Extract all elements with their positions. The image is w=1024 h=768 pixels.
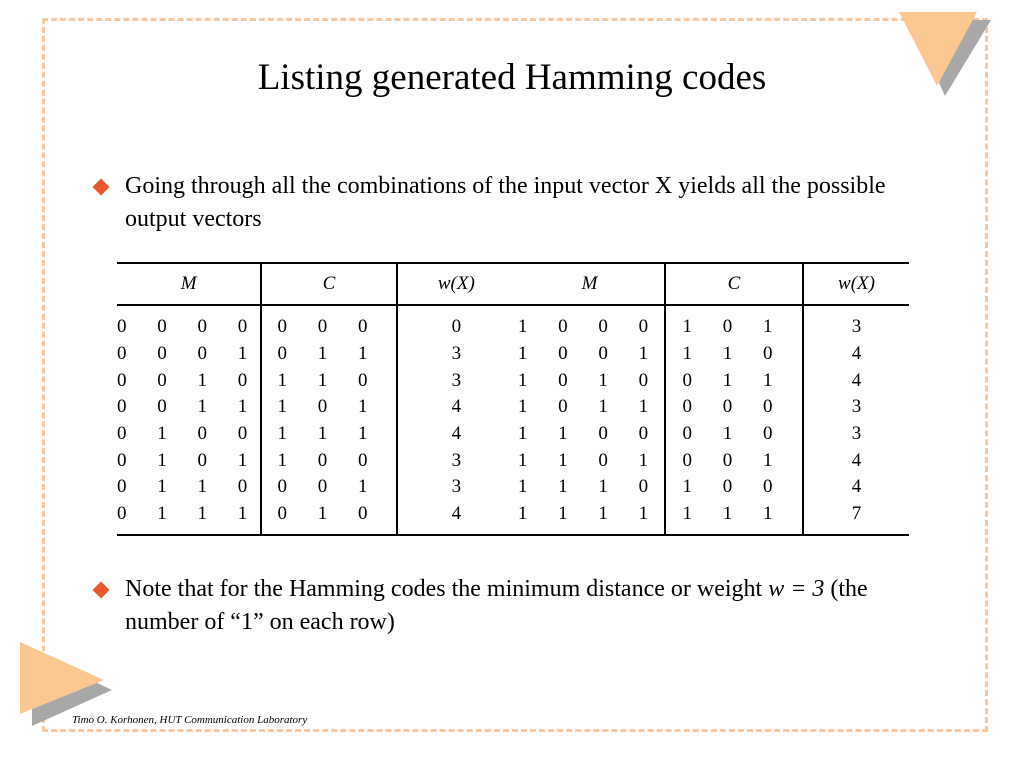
table-row [117, 367, 515, 394]
table-row [117, 447, 515, 474]
message-bits-cell: 1 0 0 0 [515, 305, 665, 341]
weight-cell: 3 [851, 423, 862, 445]
message-bits-cell: 0 1 1 0 [117, 474, 261, 501]
message-bits-cell: 0 1 1 1 [117, 501, 261, 535]
check-bits-cell: 1 0 0 [665, 474, 803, 501]
check-bits-cell: 1 1 1 [261, 421, 396, 448]
slide-title: Listing generated Hamming codes [257, 57, 767, 98]
weight-cell: 4 [451, 396, 462, 418]
check-bits-cell: 1 0 1 [261, 394, 396, 421]
message-bits-cell: 0 1 0 1 [117, 447, 261, 474]
table-row [117, 421, 515, 448]
weight-cell: 4 [851, 369, 862, 391]
check-bits-cell: 1 0 0 [261, 447, 396, 474]
check-bits-cell: 0 1 0 [261, 501, 396, 535]
weight-cell: 0 [451, 316, 462, 338]
message-bits-cell: 1 0 1 1 [515, 394, 665, 421]
check-bits-cell: 0 1 1 [261, 341, 396, 368]
table-row [117, 394, 515, 421]
weight-cell: 3 [451, 369, 462, 391]
hamming-table-right [515, 262, 909, 536]
check-bits-cell: 0 1 1 [665, 367, 803, 394]
message-bits-cell: 1 1 1 1 [515, 501, 665, 535]
table-row [117, 305, 515, 341]
bullet-2-weight: w = 3 [768, 576, 825, 602]
table-row [515, 501, 909, 535]
table-row [515, 305, 909, 341]
check-bits-cell: 0 0 1 [261, 474, 396, 501]
weight-cell: 4 [451, 423, 462, 445]
table-row [117, 501, 515, 535]
hamming-table-left [117, 262, 515, 536]
weight-cell: 4 [851, 449, 862, 471]
check-bits-cell: 1 0 1 [665, 305, 803, 341]
weight-cell: 4 [397, 501, 515, 535]
weight-cell: 3 [851, 316, 862, 338]
check-bits-cell: 0 0 0 [261, 305, 396, 341]
message-bits-cell: 1 1 1 0 [515, 474, 665, 501]
weight-cell: 3 [451, 343, 462, 365]
footer-credit: Timo O. Korhonen, HUT Communication Laboratory [72, 714, 308, 726]
weight-cell: 4 [851, 476, 862, 498]
check-bits-cell: 1 1 1 [665, 501, 803, 535]
bullet-point-2 [125, 573, 945, 639]
bullet-point-1 [125, 170, 945, 236]
message-bits-cell: 0 1 0 0 [117, 421, 261, 448]
weight-cell: 7 [803, 501, 909, 535]
check-bits-cell: 0 0 1 [665, 447, 803, 474]
table-row [515, 474, 909, 501]
header-c: C [261, 263, 396, 305]
table-row [117, 474, 515, 501]
weight-cell: 3 [451, 449, 462, 471]
header-c: C [665, 263, 803, 305]
header-weight: w(X) [397, 263, 515, 305]
weight-cell: 4 [851, 343, 862, 365]
message-bits-cell: 1 1 0 1 [515, 447, 665, 474]
message-bits-cell: 1 0 1 0 [515, 367, 665, 394]
bullet-1-text: Going through all the combinations of the input vector X yields all the possible output vectors [125, 173, 886, 232]
table-row [515, 421, 909, 448]
header-weight: w(X) [803, 263, 909, 305]
weight-cell: 3 [851, 396, 862, 418]
check-bits-cell: 0 0 0 [665, 394, 803, 421]
table-row [117, 341, 515, 368]
check-bits-cell: 0 1 0 [665, 421, 803, 448]
bullet-2-text: Note that for the Hamming codes the minimum distance or weight [125, 576, 769, 602]
table-row [515, 341, 909, 368]
table-row [515, 447, 909, 474]
table-row [515, 367, 909, 394]
message-bits-cell: 0 0 1 1 [117, 394, 261, 421]
message-bits-cell: 0 0 0 0 [117, 305, 261, 341]
bullet-2-text-end: (the number of “1” on each row) [125, 576, 868, 635]
header-m: M [515, 263, 665, 305]
check-bits-cell: 1 1 0 [261, 367, 396, 394]
message-bits-cell: 1 1 0 0 [515, 421, 665, 448]
table-row [515, 394, 909, 421]
message-bits-cell: 0 0 0 1 [117, 341, 261, 368]
check-bits-cell: 1 1 0 [665, 341, 803, 368]
message-bits-cell: 0 0 1 0 [117, 367, 261, 394]
header-m: M [117, 263, 261, 305]
weight-cell: 3 [451, 476, 462, 498]
message-bits-cell: 1 0 0 1 [515, 341, 665, 368]
